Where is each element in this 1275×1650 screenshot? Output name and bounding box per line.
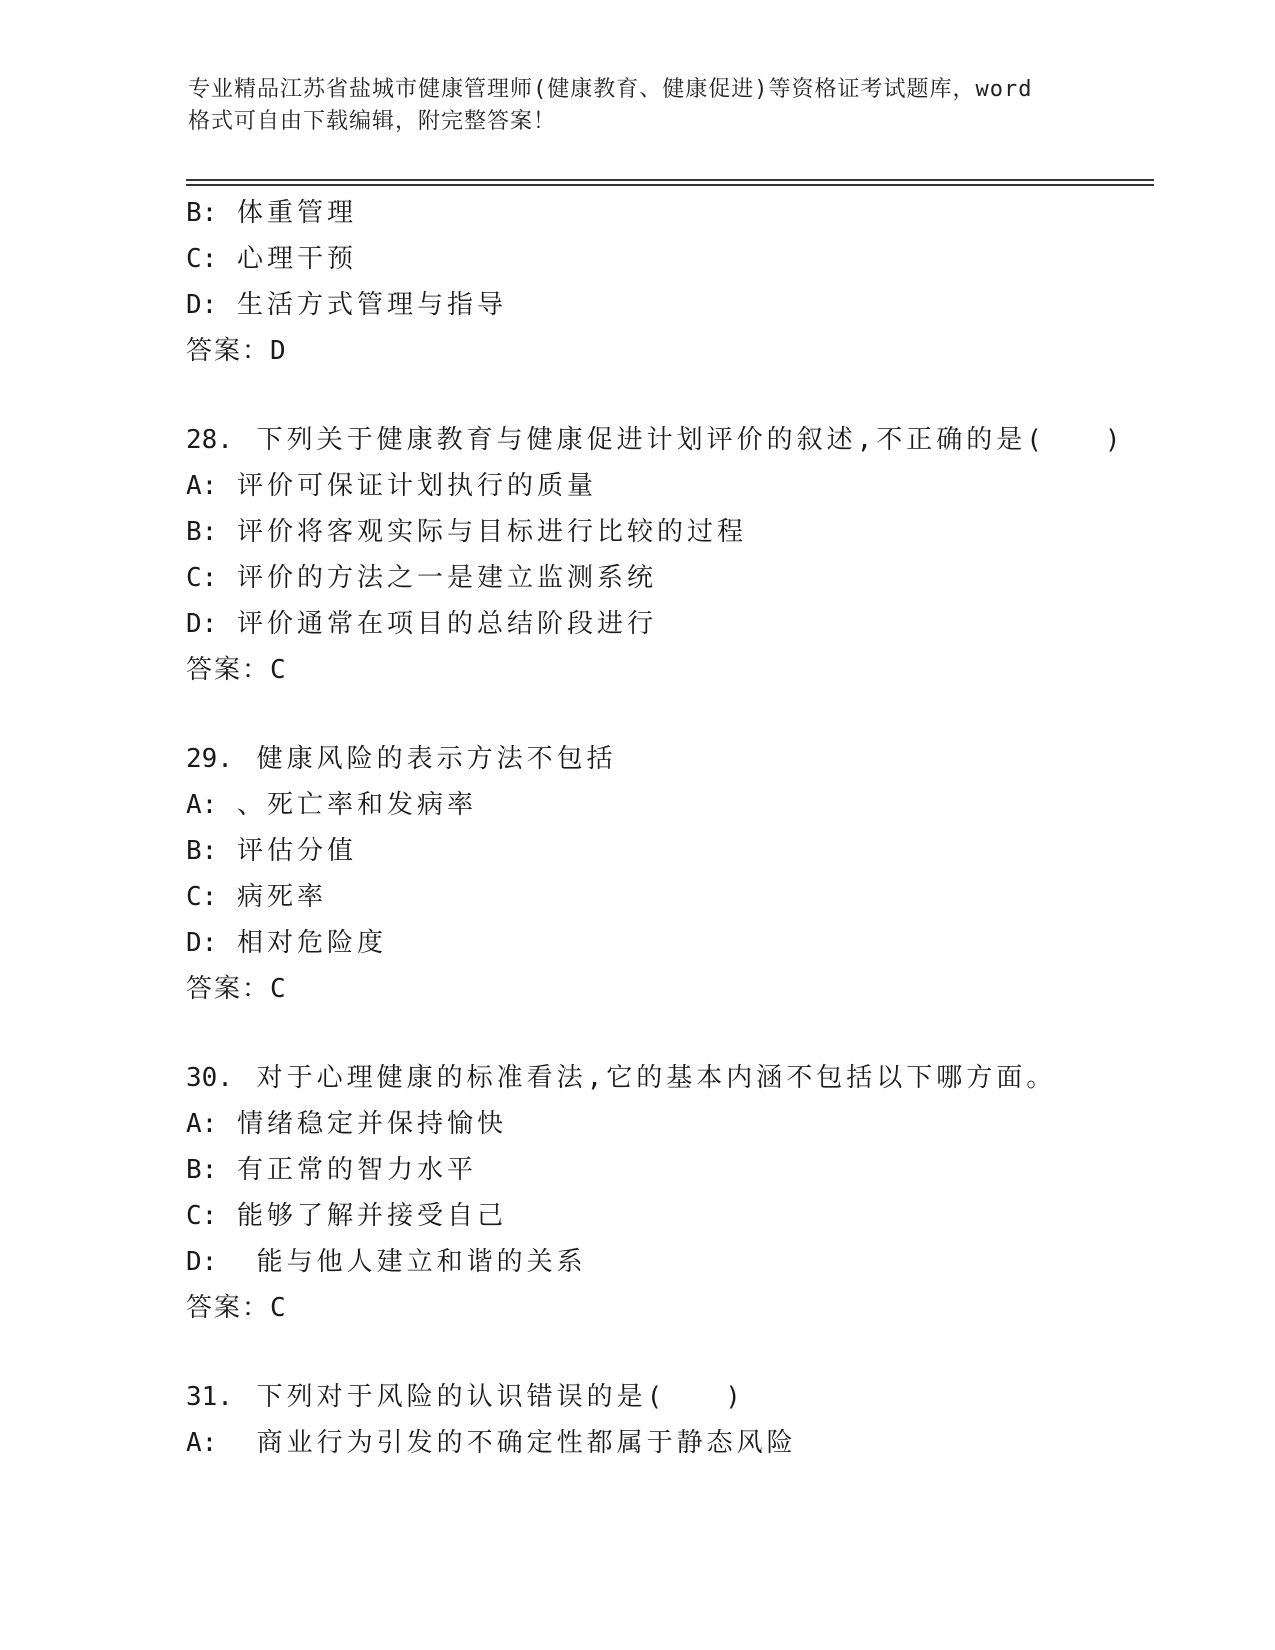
- option-b: B: 评价将客观实际与目标进行比较的过程: [186, 517, 747, 547]
- header-rule-top: [186, 179, 1154, 181]
- option-c: C: 心理干预: [186, 244, 357, 274]
- option-d: D: 评价通常在项目的总结阶段进行: [186, 609, 657, 639]
- document-header: [188, 74, 1088, 138]
- answer-line: 答案：C: [186, 655, 288, 685]
- option-d: D: 能与他人建立和谐的关系: [186, 1247, 587, 1277]
- question-text: 29. 健康风险的表示方法不包括: [186, 744, 617, 774]
- header-line-1: 专业精品江苏省盐城市健康管理师(健康教育、健康促进)等资格证考试题库，word: [188, 77, 1033, 102]
- question-text: 30. 对于心理健康的标准看法,它的基本内涵不包括以下哪方面。: [186, 1063, 1057, 1093]
- question-block-31: [186, 1374, 1166, 1466]
- answer-line: 答案：D: [186, 336, 288, 366]
- question-text: 31. 下列对于风险的认识错误的是( ): [186, 1382, 745, 1412]
- option-a: A: 情绪稳定并保持愉快: [186, 1109, 507, 1139]
- question-text: 28. 下列关于健康教育与健康促进计划评价的叙述,不正确的是( ): [186, 425, 1125, 455]
- question-block-29: [186, 736, 1166, 1012]
- answer-line: 答案：C: [186, 1293, 288, 1323]
- question-list: [186, 190, 1166, 1466]
- option-a: A: 、死亡率和发病率: [186, 790, 477, 820]
- answer-line: 答案：C: [186, 974, 288, 1004]
- option-c: C: 病死率: [186, 882, 327, 912]
- option-d: D: 相对危险度: [186, 928, 387, 958]
- option-b: B: 有正常的智力水平: [186, 1155, 477, 1185]
- option-b: B: 评估分值: [186, 836, 357, 866]
- option-a: A: 评价可保证计划执行的质量: [186, 471, 597, 501]
- header-line-2: 格式可自由下载编辑，附完整答案！: [188, 109, 557, 134]
- question-block-30: [186, 1055, 1166, 1331]
- option-b: B: 体重管理: [186, 198, 357, 228]
- option-a: A: 商业行为引发的不确定性都属于静态风险: [186, 1428, 797, 1458]
- option-d: D: 生活方式管理与指导: [186, 290, 507, 320]
- option-c: C: 能够了解并接受自己: [186, 1201, 507, 1231]
- question-block-27: [186, 190, 1166, 374]
- header-rule-bottom: [186, 184, 1154, 186]
- question-block-28: [186, 417, 1166, 693]
- option-c: C: 评价的方法之一是建立监测系统: [186, 563, 657, 593]
